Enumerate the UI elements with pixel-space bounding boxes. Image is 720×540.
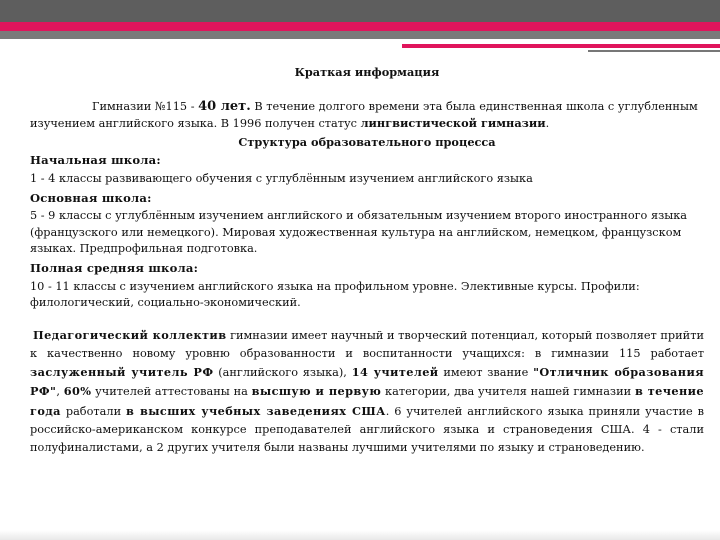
intro-paragraph: Гимназии №115 - 40 лет. В течение долгого времени эта была единственная школа с углубленным изучением английского языка. В 1996 получен статус лингвистической гимназии. — [30, 98, 698, 131]
staff-paragraph: Педагогический коллектив гимназии имеет научный и творческий потенциал, который позволяет прийти к качественно новому уровню образованности и воспитанности учащихся: в гимназии 115 работает заслуженный учитель РФ (английского языка), 14 учителей имеют звание "Отличник образования РФ", 60% учителей аттестованы на высшую и первую категории, два учителя нашей гимназии в течение года работали в высших учебных заведениях США. 6 учителей английского языка приняли участие в российско-американском конкурсе преподавателей английского языка и страноведения США. 4 - стали полуфиналистами, а 2 других учителя были названы лучшими учителями по языку и страноведению. — [30, 327, 704, 454]
structure-title: Структура образовательного процесса — [238, 134, 496, 149]
section-text-primary: 1 - 4 классы развивающего обучения с углублённым изучением английского языка — [30, 171, 533, 185]
header-bar-dark — [0, 0, 720, 22]
section-heading-primary: Начальная школа: — [30, 153, 161, 168]
grey-line — [588, 50, 720, 52]
slide-content — [30, 64, 704, 468]
section-heading-secondary: Полная средняя школа: — [30, 260, 199, 275]
header-bar-grey — [0, 31, 720, 39]
section-text-basic: 5 - 9 классы с углублённым изучением английского и обязательным изучением второго иностранного языка (французского или немецкого). Мировая художественная культура на английском, немецком, французском языках. Предпрофильная подготовка. — [30, 209, 688, 256]
slide-title: Краткая информация — [294, 65, 440, 79]
section-text-secondary: 10 - 11 классы с изучением английского языка на профильном уровне. Элективные курсы. Профили: филологический, социально-экономический. — [30, 279, 640, 310]
header-bar-accent — [0, 22, 720, 31]
accent-line — [402, 44, 720, 48]
section-heading-basic: Основная школа: — [30, 190, 152, 205]
slide-bottom-shadow — [0, 530, 720, 540]
